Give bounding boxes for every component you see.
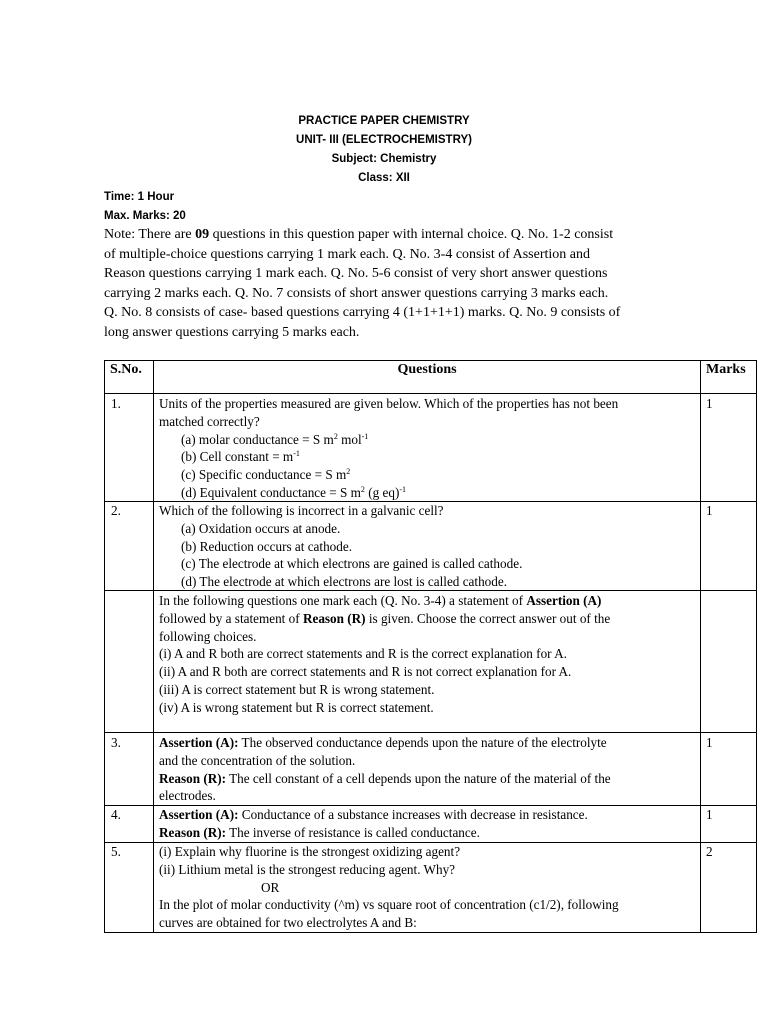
choice-ii: (ii) A and R both are correct statements and R is not correct explanation for A.: [159, 664, 572, 680]
table-border-left: [104, 360, 105, 933]
q1-option-a: (a) molar conductance = S $m^2$ mol$^{-1}$: [181, 431, 369, 447]
q3-question: Assertion (A): The observed conductance depends upon the nature of the electrolyte and the concentration of the solution. Reason (R): The cell constant of a cell depends upon the nature of the material of the electrodes.: [159, 735, 611, 804]
q2-option-a: (a) Oxidation occurs at anode.: [181, 520, 341, 536]
q2-option-c: (c) The electrode at which electrons are gained is called cathode.: [181, 556, 523, 572]
q3-marks: 1: [706, 735, 713, 750]
choice-iii: (iii) A is correct statement but R is wrong statement.: [159, 681, 435, 697]
q1-option-d: (d) Equivalent conductance = S $m^2$ (g eq)$^{-1}$: [181, 484, 407, 500]
q2-number: 2.: [111, 503, 121, 518]
choice-i: (i) A and R both are correct statements and R is the correct explanation for A.: [159, 646, 567, 662]
paper-title: PRACTICE PAPER CHEMISTRY: [298, 115, 470, 127]
q5-question: (i) Explain why fluorine is the strongest oxidizing agent? (ii) Lithium metal is the strongest reducing agent. Why? OR In the plot of molar conductivity (^m) vs square root of concentration (c1/2), following curves are obtained for two electrolytes A and B:: [159, 844, 619, 931]
header-marks: Marks: [706, 362, 746, 377]
q2-option-b: (b) Reduction occurs at cathode.: [181, 538, 353, 554]
q3-number: 3.: [111, 735, 121, 750]
unit-title: UNIT- III (ELECTROCHEMISTRY): [296, 134, 472, 146]
table-rule: [104, 732, 757, 733]
time-line: Time: 1 Hour: [104, 191, 175, 203]
q4-marks: 1: [706, 807, 713, 822]
table-col-divider: [153, 360, 154, 933]
question-count: 09: [195, 227, 210, 242]
q4-number: 4.: [111, 807, 121, 822]
q1-option-c: (c) Specific conductance = S $m^2$: [181, 467, 351, 483]
q2-option-d: (d) The electrode at which electrons are lost is called cathode.: [181, 574, 508, 590]
assertion-reason-instructions: In the following questions one mark each (Q. No. 3-4) a statement of Assertion (A) followed by a statement of Reason (R) is given. Choose the correct answer out of the following choices. (i) A and R both are correct statements and R is the correct explanation for A. (ii) A and R both are correct statements and R is not correct explanation for A. (iii) A is correct statement but R is wrong statement. (iv) A is wrong statement but R is correct statement.: [159, 593, 611, 715]
table-border-bottom: [104, 932, 757, 933]
q2-marks: 1: [706, 503, 713, 518]
header-sno: S.No.: [110, 362, 142, 377]
q2-question: Which of the following is incorrect in a galvanic cell? (a) Oxidation occurs at anode. (b) Reduction occurs at cathode. (c) The electrode at which electrons are gained is called cathode. (d) The electrode at which electrons are lost is called cathode.: [159, 503, 523, 590]
q1-marks: 1: [706, 396, 713, 411]
max-marks-line: Max. Marks: 20: [104, 210, 186, 222]
table-rule: [104, 393, 757, 394]
header-questions: Questions: [397, 362, 457, 377]
q4-question: Assertion (A): Conductance of a substance increases with decrease in resistance. Reason (R): The inverse of resistance is called conductance.: [159, 807, 588, 840]
choice-iv: (iv) A is wrong statement but R is correct statement.: [159, 699, 434, 715]
subject-line: Subject: Chemistry: [331, 153, 437, 165]
q1-number: 1.: [111, 396, 121, 411]
q1-question: Units of the properties measured are given below. Which of the properties has not been matched correctly? (a) molar conductance = S $m^2$ mol$^{-1}$ (b) Cell constant = $m^{-1}$ (c) Specific conductance = S $m^2$ (d) Equivalent conductance = S $m^2$ (g eq)$^{-1}$: [159, 396, 619, 500]
class-line: Class: XII: [358, 172, 410, 184]
q5-number: 5.: [111, 844, 121, 859]
or-separator: OR: [261, 879, 280, 895]
q1-option-b: (b) Cell constant = $m^{-1}$: [181, 449, 300, 465]
instructions-note: Note: There are 09 questions in this question paper with internal choice. Q. No. 1-2 consist of multiple-choice questions carrying 1 mark each. Q. No. 3-4 consist of Assertion and Reason questions carrying 1 mark each. Q. No. 5-6 consist of very short answer questions carrying 2 marks each. Q. No. 7 consists of short answer questions carrying 3 marks each. Q. No. 8 consists of case- based questions carrying 4 (1+1+1+1) marks. Q. No. 9 consists of long answer questions carrying 5 marks each.: [104, 227, 621, 340]
table-col-divider: [700, 360, 701, 933]
q5-marks: 2: [706, 844, 713, 859]
table-border-right: [756, 360, 757, 933]
